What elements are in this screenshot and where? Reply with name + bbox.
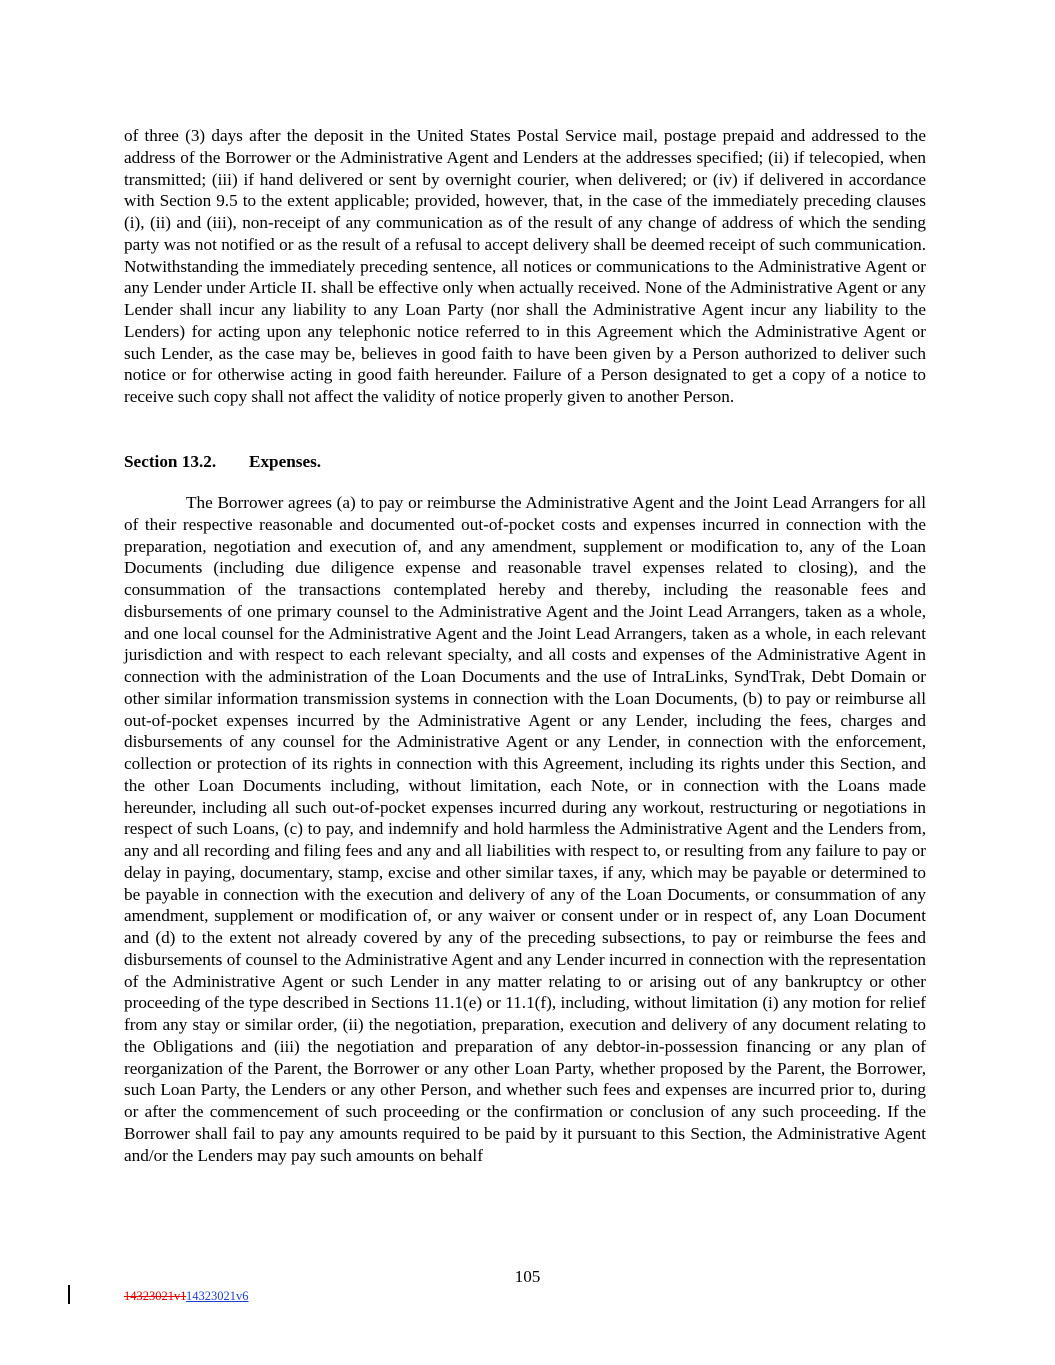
section-title: Expenses.: [249, 452, 322, 471]
body-paragraph-notices: of three (3) days after the deposit in the United States Postal Service mail, postage prepaid and addressed to the address of the Borrower or the Administrative Agent and Lenders at the addresses specified; (ii) if telecopied, when transmitted; (iii) if hand delivered or sent by overnight courier, when delivered; or (iv) if delivered in accordance with Section 9.5 to the extent applicable; provided, however, that, in the case of the immediately preceding clauses (i), (ii) and (iii), non-receipt of any communication as of the result of any change of address of which the sending party was not notified or as the result of a refusal to accept delivery shall be deemed receipt of such communication. Notwithstanding the immediately preceding sentence, all notices or communications to the Administrative Agent or any Lender under Article II. shall be effective only when actually received. None of the Administrative Agent or any Lender shall incur any liability to any Loan Party (nor shall the Administrative Agent incur any liability to the Lenders) for acting upon any telephonic notice referred to in this Agreement which the Administrative Agent or such Lender, as the case may be, believes in good faith to have been given by a Person authorized to deliver such notice or for otherwise acting in good faith hereunder. Failure of a Person designated to get a copy of a notice to receive such copy shall not affect the validity of notice properly given to another Person.: [124, 126, 926, 406]
section-heading: [124, 451, 321, 473]
body-paragraph-expenses: The Borrower agrees (a) to pay or reimburse the Administrative Agent and the Joint Lead Arrangers for all of their respective reasonable and documented out-of-pocket costs and expenses incurred in connection with the preparation, negotiation and execution of, and any amendment, supplement or modification to, any of the Loan Documents (including due diligence expense and reasonable travel expenses related to closing), and the consummation of the transactions contemplated hereby and thereby, including the reasonable fees and disbursements of one primary counsel to the Administrative Agent and the Joint Lead Arrangers, taken as a whole, and one local counsel for the Administrative Agent and the Joint Lead Arrangers, taken as a whole, in each relevant jurisdiction and with respect to each relevant specialty, and all costs and expenses of the Administrative Agent in connection with the administration of the Loan Documents and the use of IntraLinks, SyndTrak, Debt Domain or other similar information transmission systems in connection with the Loan Documents, (b) to pay or reimburse all out-of-pocket expenses incurred by the Administrative Agent or any Lender, including the fees, charges and disbursements of any counsel for the Administrative Agent or any Lender, in connection with the enforcement, collection or protection of its rights in connection with this Agreement, including its rights under this Section, and the other Loan Documents including, without limitation, each Note, or in connection with the Loans made hereunder, including all such out-of-pocket expenses incurred during any workout, restructuring or negotiations in respect of such Loans, (c) to pay, and indemnify and hold harmless the Administrative Agent and the Lenders from, any and all recording and filing fees and any and all liabilities with respect to, or resulting from any failure to pay or delay in paying, documentary, stamp, excise and other similar taxes, if any, which may be payable or determined to be payable in connection with the execution and delivery of any of the Loan Documents, or consummation of any amendment, supplement or modification of, or any waiver or consent under or in respect of, any Loan Document and (d) to the extent not already covered by any of the preceding subsections, to pay or reimburse the fees and disbursements of counsel to the Administrative Agent and any Lender incurred in connection with the representation of the Administrative Agent or such Lender in any matter relating to or arising out of any bankruptcy or other proceeding of the type described in Sections 11.1(e) or 11.1(f), including, without limitation (i) any motion for relief from any stay or similar order, (ii) the negotiation, preparation, execution and delivery of any document relating to the Obligations and (iii) the negotiation and preparation of any debtor-in-possession financing or any plan of reorganization of the Parent, the Borrower or any other Loan Party, whether proposed by the Parent, the Borrower, such Loan Party, the Lenders or any other Person, and whether such fees and expenses are incurred prior to, during or after the commencement of such proceeding or the confirmation or conclusion of any such proceeding. If the Borrower shall fail to pay any amounts required to be paid by it pursuant to this Section, the Administrative Agent and/or the Lenders may pay such amounts on behalf: [124, 493, 926, 1165]
document-id-deleted: 14323021v1: [124, 1289, 187, 1303]
change-bar: [68, 1285, 70, 1304]
document-id-inserted: 14323021v6: [186, 1289, 249, 1303]
section-number: Section 13.2.: [124, 452, 217, 471]
page-number: 105: [514, 1267, 541, 1286]
document-id: [124, 1288, 249, 1304]
